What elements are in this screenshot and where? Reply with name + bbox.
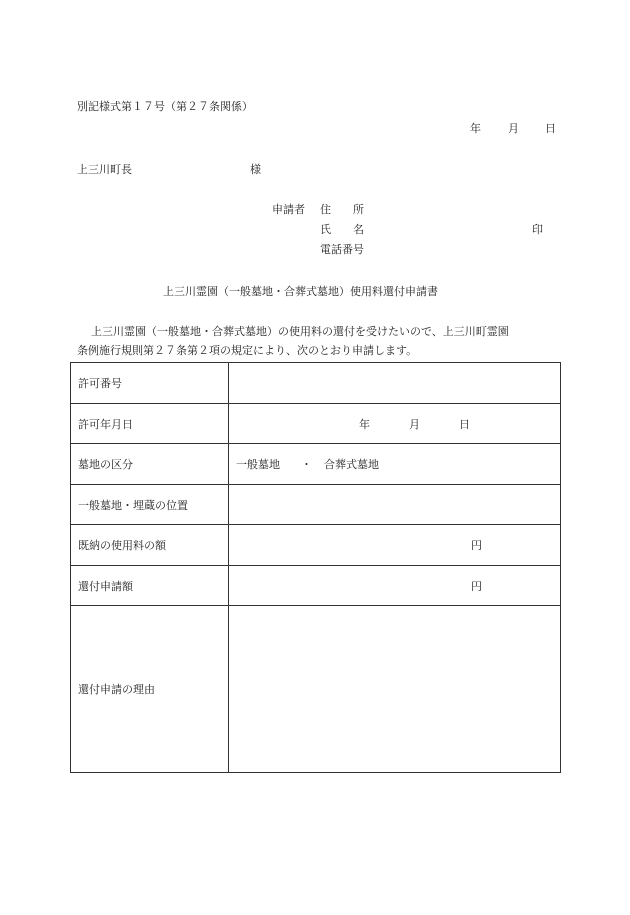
body-line-1: 上三川霊園（一般墓地・合葬式墓地）の使用料の還付を受けたいので、上三川町霊園 [91,325,509,338]
table-row [71,606,561,773]
permit-date-month: 月 [409,417,420,431]
row-label-refund-reason: 還付申請の理由 [71,606,229,773]
permit-date-field[interactable] [229,404,561,444]
addressee-honorific: 様 [250,163,261,176]
row-label-cemetery-type: 墓地の区分 [71,444,229,485]
permit-date-year: 年 [359,417,370,431]
row-label-permit-number: 許可番号 [71,363,229,404]
cemetery-type-separator: ・ [301,458,312,471]
table-row [71,485,561,525]
refund-reason-field[interactable] [229,606,561,773]
refund-amount-unit: 円 [471,579,482,593]
cemetery-type-option-joint[interactable]: 合葬式墓地 [324,458,379,471]
table-row [71,525,561,566]
body-line-2: 条例施行規則第２７条第２項の規定により、次のとおり申請します。 [77,344,418,357]
cemetery-type-option-general[interactable]: 一般墓地 [236,458,280,471]
date-year-label: 年 [470,122,481,135]
date-month-label: 月 [508,122,519,135]
table-row [71,444,561,485]
paid-fee-field[interactable] [229,525,561,566]
table-row [71,363,561,404]
phone-label: 電話番号 [320,243,364,256]
seal-mark: 印 [532,223,543,236]
date-day-label: 日 [545,122,556,135]
applicant-label: 申請者 [272,203,305,216]
addressee-name: 上三川町長 [77,163,132,176]
row-label-paid-fee: 既納の使用料の額 [71,525,229,566]
name-label: 氏 名 [320,223,364,236]
row-label-burial-location: 一般墓地・埋蔵の位置 [71,485,229,525]
form-number: 別記様式第１７号（第２７条関係） [77,100,253,113]
table-row [71,404,561,444]
document-title: 上三川霊園（一般墓地・合葬式墓地）使用料還付申請書 [163,285,438,298]
paid-fee-unit: 円 [471,539,482,552]
table-row [71,566,561,606]
permit-number-field[interactable] [229,363,561,404]
row-label-permit-date: 許可年月日 [71,404,229,444]
row-label-refund-amount: 還付申請額 [71,566,229,606]
address-label: 住 所 [320,203,364,216]
burial-location-field[interactable] [229,485,561,525]
permit-date-day: 日 [459,417,470,431]
cemetery-type-field [229,444,561,485]
refund-amount-field[interactable] [229,566,561,606]
application-table [70,362,561,773]
